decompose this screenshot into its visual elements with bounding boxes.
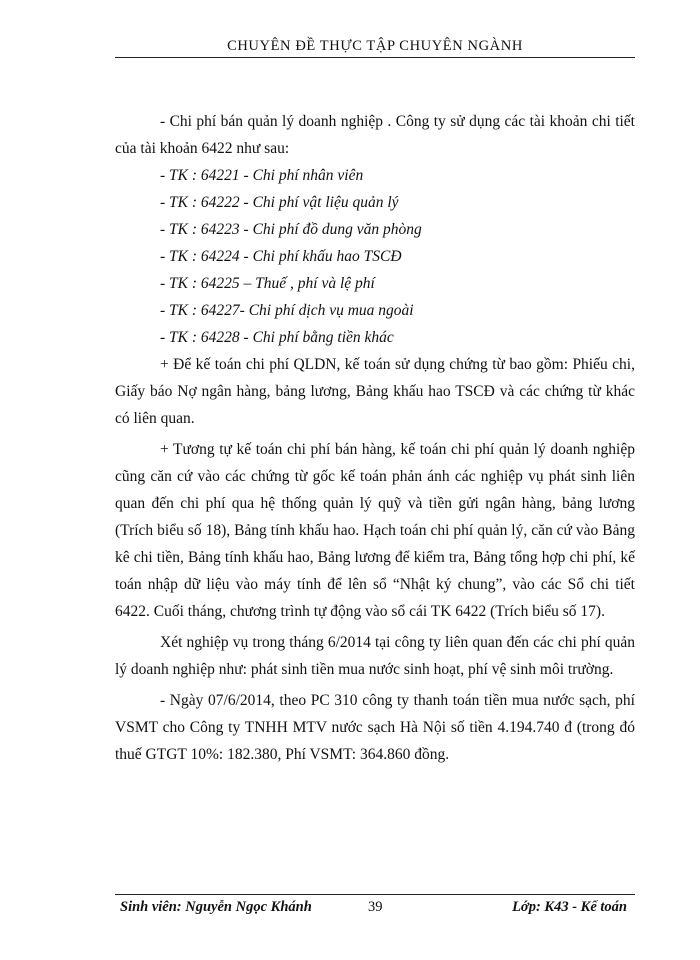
document-body (115, 108, 635, 768)
header-divider (115, 57, 635, 58)
account-item-64227: - TK : 64227- Chi phí dịch vụ mua ngoài (160, 302, 414, 319)
account-item-64221: - TK : 64221 - Chi phí nhân viên (160, 167, 364, 184)
page-footer (115, 899, 635, 921)
intro-paragraph: - Chi phí bán quản lý doanh nghiệp . Công ty sử dụng các tài khoản chi tiết của tài khoản 6422 như sau: (115, 113, 635, 157)
case-example-paragraph: - Ngày 07/6/2014, theo PC 310 công ty thanh toán tiền mua nước sạch, phí VSMT cho Công ty TNHH MTV nước sạch Hà Nội số tiền 4.194.740 đ (trong đó thuế GTGT 10%: 182.380, Phí VSMT: 364.860 đồng. (115, 692, 635, 763)
page-header-title: CHUYÊN ĐỀ THỰC TẬP CHUYÊN NGÀNH (227, 38, 523, 54)
procedure-paragraph: + Tương tự kế toán chi phí bán hàng, kế toán chi phí quản lý doanh nghiệp cũng căn cứ vào các chứng từ gốc kế toán phản ánh các nghiệp vụ phát sinh liên quan đến chi phí qua hệ thống quản lý quỹ và tiền gửi ngân hàng, bảng lương (Trích biểu số 18), Bảng tính khấu hao. Hạch toán chi phí quản lý, căn cứ vào Bảng kê chi tiền, Bảng tính khấu hao, Bảng lương để kiểm tra, Bảng tổng hợp chi phí, kế toán nhập dữ liệu vào máy tính để lên sổ “Nhật ký chung”, vào các Sổ chi tiết 6422. Cuối tháng, chương trình tự động vào sổ cái TK 6422 (Trích biểu số 17). (115, 441, 635, 620)
account-list (115, 162, 635, 351)
account-item-64228: - TK : 64228 - Chi phí bằng tiền khác (160, 329, 394, 346)
footer-divider (115, 894, 635, 895)
case-intro-paragraph: Xét nghiệp vụ trong tháng 6/2014 tại công ty liên quan đến các chi phí quản lý doanh nghiệp như: phát sinh tiền mua nước sinh hoạt, phí vệ sinh môi trường. (115, 634, 635, 678)
footer-student-name: Sinh viên: Nguyễn Ngọc Khánh (120, 899, 312, 915)
account-item-64224: - TK : 64224 - Chi phí khấu hao TSCĐ (160, 248, 402, 265)
documents-paragraph: + Để kế toán chi phí QLDN, kế toán sử dụng chứng từ bao gồm: Phiếu chi, Giấy báo Nợ ngân hàng, bảng lương, Bảng khấu hao TSCĐ và các chứng từ khác có liên quan. (115, 356, 635, 427)
account-item-64223: - TK : 64223 - Chi phí đồ dung văn phòng (160, 221, 422, 238)
page-number: 39 (368, 899, 383, 915)
account-item-64222: - TK : 64222 - Chi phí vật liệu quản lý (160, 194, 399, 211)
footer-class-label: Lớp: K43 - Kế toán (512, 899, 627, 915)
account-item-64225: - TK : 64225 – Thuế , phí và lệ phí (160, 275, 375, 292)
